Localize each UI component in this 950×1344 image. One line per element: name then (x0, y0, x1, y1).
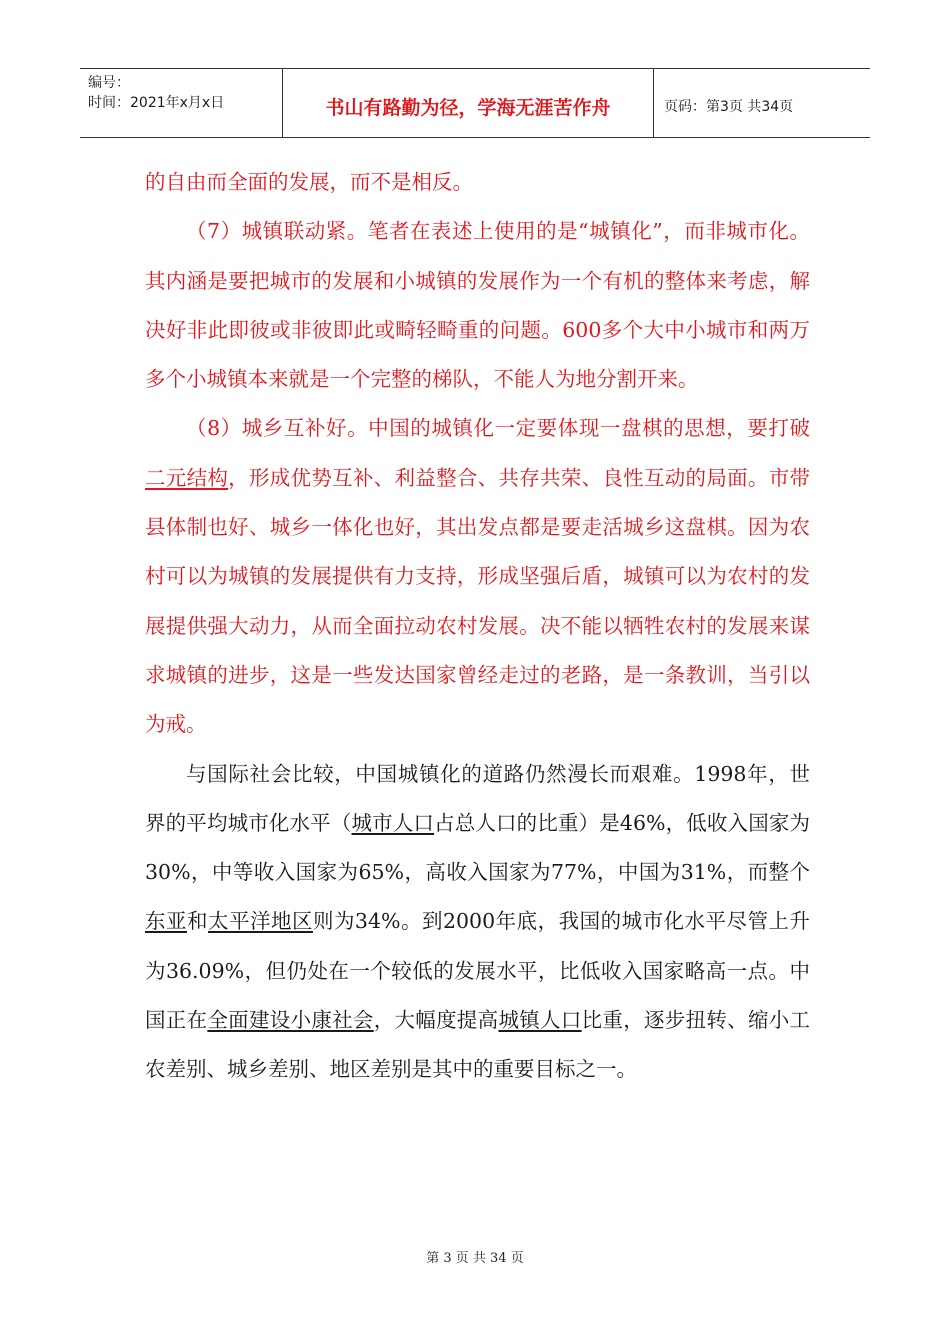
link-moderately-prosperous-society[interactable]: 全面建设小康社会 (207, 1008, 374, 1033)
document-time-label: 时间：2021年x月x日 (88, 95, 225, 111)
header-page-label: 页码：第3页 共34页 (664, 99, 794, 115)
paragraph-4-text-a: 与国际社会比较，中国城镇化的道路仍然漫长而艰难。1998年，世界的平均城市化水平（ (145, 761, 810, 835)
header-meta (80, 69, 283, 137)
paragraph-4-text-d: 则为34%。到2000年底，我国的城市化水平尽管上升为36.09%，但仍处在一个较低的发展水平，比低收入国家略高一点。中国正在 (145, 909, 811, 1033)
paragraph-4 (145, 750, 810, 1095)
paragraph-4-text-f: 比重，逐步扭转、缩小工农差别、城乡差别、地区差别是其中的重要目标之一。 (145, 1008, 811, 1082)
paragraph-3 (145, 404, 810, 749)
page-footer: 第 3 页 共 34 页 (426, 1251, 524, 1266)
paragraph-3-text-b: ，形成优势互补、利益整合、共存共荣、良性互动的局面。市带县体制也好、城乡一体化也好，其出发点都是要走活城乡这盘棋。因为农村可以为城镇的发展提供有力支持，形成坚强后盾，城镇可以为农村的发展提供强大动力，从而全面拉动农村发展。决不能以牺牲农村的发展来谋求城镇的进步，这是一些发达国家曾经走过的老路，是一条教训，当引以为戒。 (145, 465, 811, 737)
paragraph-4-text-b: 占总人口的比重）是46%，低收入国家为30%，中等收入国家为65%，高收入国家为77%，中国为31%，而整个 (145, 810, 811, 885)
paragraph-1: 的自由而全面的发展，而不是相反。 (145, 170, 473, 194)
link-east-asia[interactable]: 东亚 (145, 909, 187, 934)
document-body (145, 158, 810, 1095)
paragraph-4-text-c: 和 (186, 909, 208, 934)
link-urban-population[interactable]: 城市人口 (351, 810, 435, 835)
link-pacific-region[interactable]: 太平洋地区 (207, 909, 313, 934)
paragraph-2: （7）城镇联动紧。笔者在表述上使用的是“城镇化”，而非城市化。其内涵是要把城市的发展和小城镇的发展作为一个有机的整体来考虑，解决好非此即彼或非彼即此或畸轻畸重的问题。600多个大中小城市和两万多个小城镇本来就是一个完整的梯队，不能人为地分割开来。 (145, 219, 810, 392)
page-header (80, 68, 870, 138)
header-motto: 书山有路勤为径，学海无涯苦作舟 (283, 69, 654, 137)
link-town-population[interactable]: 城镇人口 (498, 1008, 582, 1033)
paragraph-4-text-e: ，大幅度提高 (373, 1008, 499, 1033)
link-dual-structure[interactable]: 二元结构 (145, 465, 229, 490)
paragraph-3-text-a: （8）城乡互补好。中国的城镇化一定要体现一盘棋的思想，要打破 (186, 416, 810, 441)
document-number-label: 编号： (88, 75, 130, 91)
